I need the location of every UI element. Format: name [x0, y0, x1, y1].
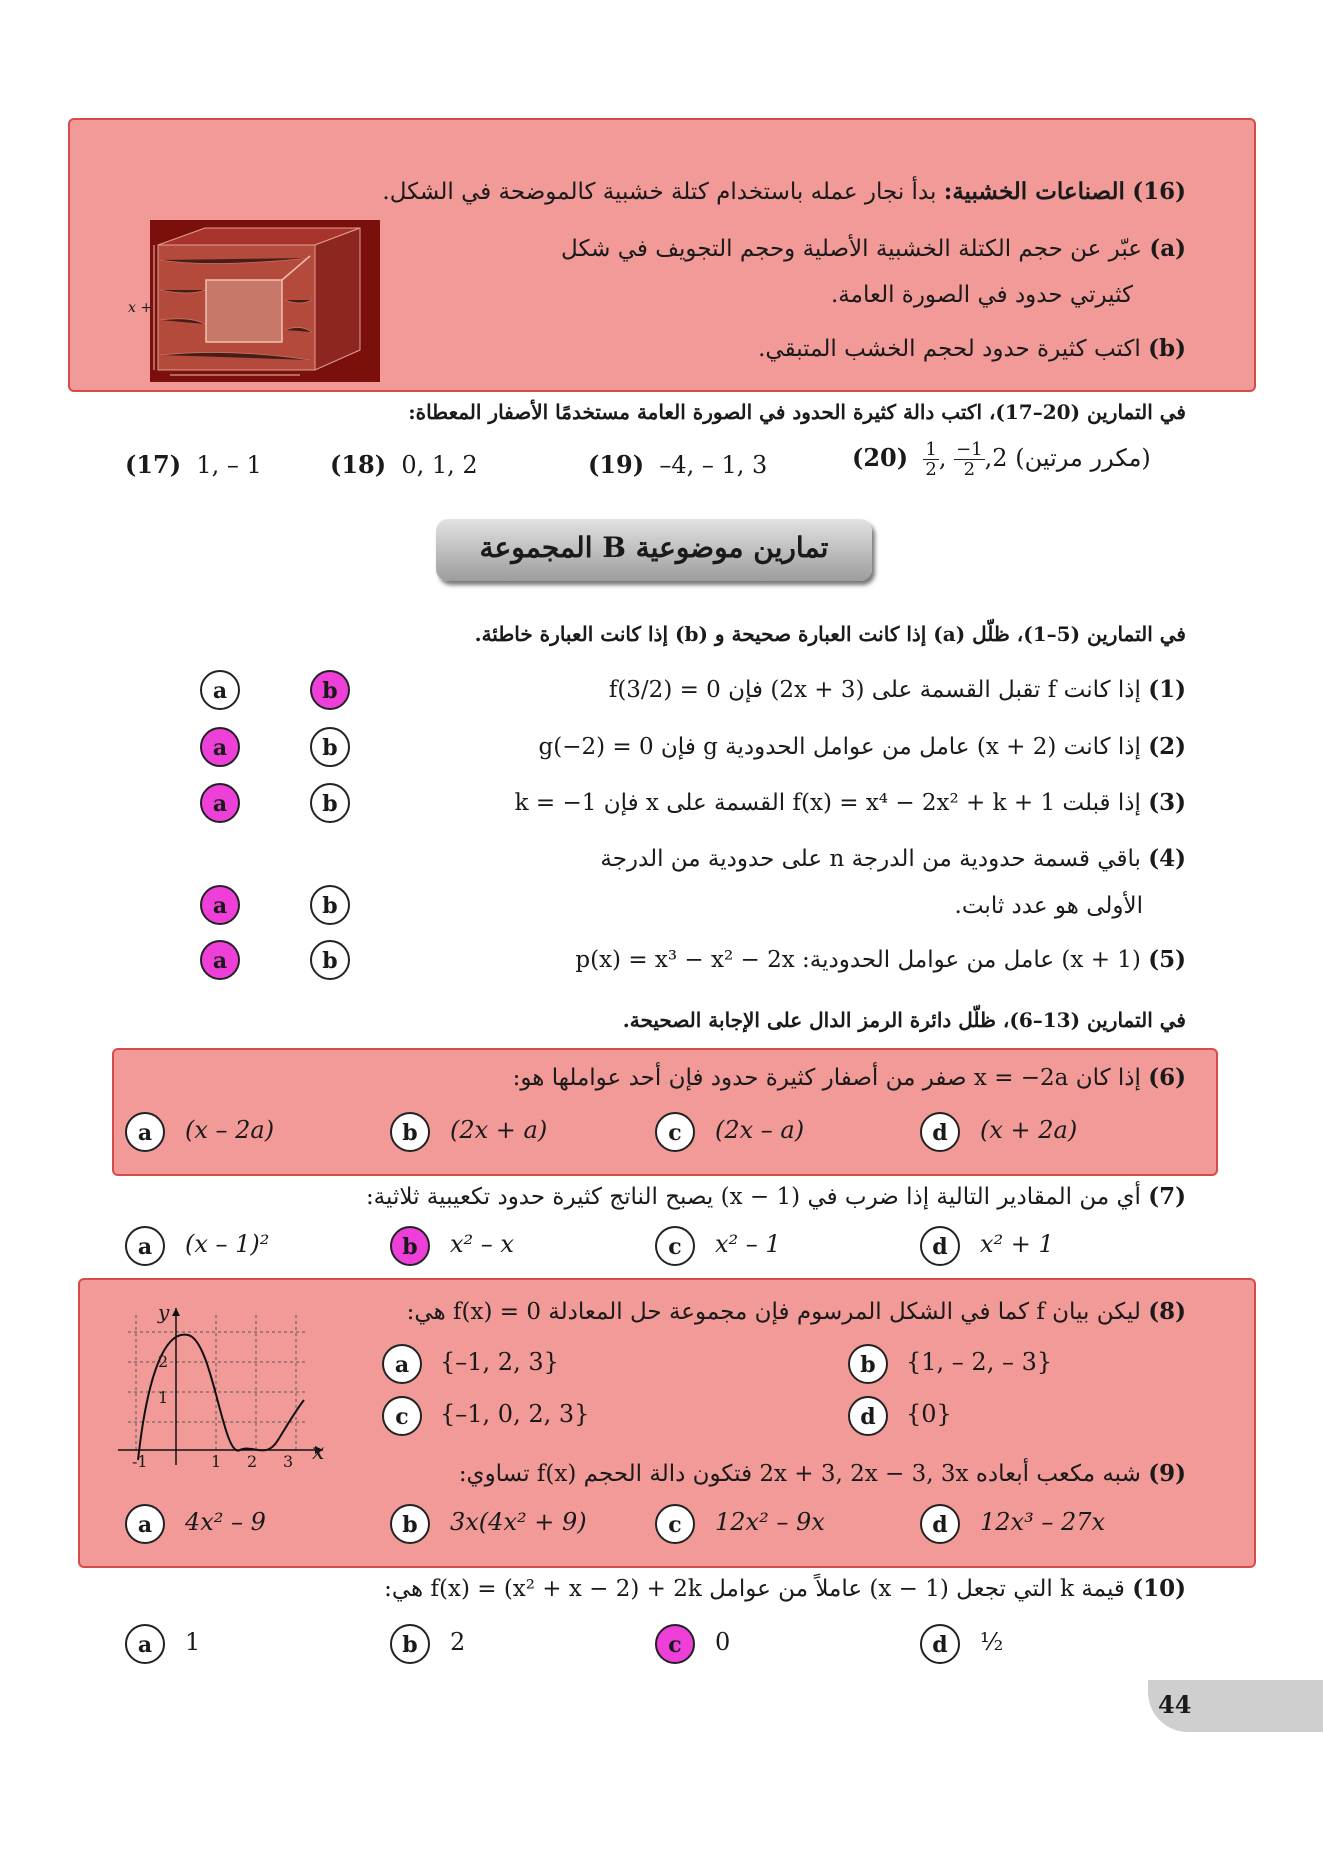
q10-option-d[interactable]: d — [920, 1624, 960, 1664]
exercise-16a — [366, 235, 1186, 262]
exercise-20-tail: ,2 — [984, 444, 1008, 472]
q9-number: (9) — [1148, 1460, 1186, 1487]
q10-value-c: 0 — [715, 1628, 731, 1656]
tf-2-option-a[interactable]: a — [200, 727, 240, 767]
instruction-1-5: في التمارين (5–1)، ظلّل (a) إذا كانت العبارة صحيحة و (b) إذا كانت العبارة خاطئة. — [474, 622, 1186, 646]
q10-value-a: 1 — [185, 1628, 201, 1656]
q7-value-a: (x – 1)² — [185, 1230, 270, 1258]
question-6 — [286, 1064, 1186, 1091]
q7-value-b: x² – x — [450, 1230, 514, 1258]
q7-text: أي من المقادير التالية إذا ضرب في (1 − x) يصبح الناتج كثيرة حدود تكعيبية ثلاثية: — [365, 1184, 1141, 1210]
exercise-16-header — [286, 178, 1186, 205]
fraction-half-den: 2 — [925, 459, 937, 480]
q6-number: (6) — [1148, 1064, 1186, 1091]
page-number-tab — [1148, 1680, 1323, 1732]
section-b-title: المجموعة B تمارين موضوعية — [479, 531, 829, 564]
exercise-16b-label: (b) — [1148, 335, 1186, 362]
tf-3-text: إذا قبلت f(x) = x⁴ − 2x² + k + 1 القسمة على x فإن k = −1 — [514, 790, 1141, 816]
exercise-20-number: (20) — [852, 443, 909, 472]
exercise-20-note: (مكرر مرتين) — [1015, 444, 1151, 472]
q10-value-d: ½ — [980, 1628, 1004, 1656]
tf-2-text: إذا كانت (x + 2) عامل من عوامل الحدودية g فإن g(−2) = 0 — [538, 734, 1141, 760]
instruction-17-20: في التمارين (20–17)، اكتب دالة كثيرة الحدود في الصورة العامة مستخدمًا الأصفار المعطاة: — [408, 400, 1186, 424]
q9-value-b: 3x(4x² + 9) — [450, 1508, 587, 1536]
q7-value-c: x² – 1 — [715, 1230, 781, 1258]
q10-number: (10) — [1132, 1575, 1186, 1602]
q6-option-d[interactable]: d — [920, 1112, 960, 1152]
tf-1-text: إذا كانت f تقبل القسمة على (2x + 3) فإن f(3/2) = 0 — [608, 677, 1141, 703]
tf-item-1 — [386, 676, 1186, 703]
exercise-16b — [366, 335, 1186, 362]
tf-item-3 — [386, 789, 1186, 816]
q6-option-b[interactable]: b — [390, 1112, 430, 1152]
q8-option-b[interactable]: b — [848, 1344, 888, 1384]
question-10 — [86, 1575, 1186, 1602]
q9-value-a: 4x² – 9 — [185, 1508, 266, 1536]
q8-graph-x-label: x — [312, 1440, 325, 1465]
q9-value-c: 12x² – 9x — [715, 1508, 825, 1536]
q10-value-b: 2 — [450, 1628, 466, 1656]
q9-text: شبه مكعب أبعاده 2x + 3, 2x − 3, 3x فتكون دالة الحجم f(x) تساوي: — [458, 1461, 1141, 1487]
tf-1-option-b[interactable]: b — [310, 670, 350, 710]
tf-2-number: (2) — [1148, 733, 1186, 760]
tf-5-option-a[interactable]: a — [200, 940, 240, 980]
tf-item-4-line2: الأولى هو عدد ثابت. — [954, 893, 1143, 919]
q8-value-d: {0} — [906, 1400, 952, 1428]
q9-option-a[interactable]: a — [125, 1504, 165, 1544]
exercise-18-number: (18) — [330, 450, 387, 479]
tf-4-number: (4) — [1148, 845, 1186, 872]
q8-value-b: {1, – 2, – 3} — [906, 1348, 1053, 1376]
exercise-16a-label: (a) — [1149, 235, 1186, 262]
q8-text: ليكن بيان f كما في الشكل المرسوم فإن مجموعة حل المعادلة f(x) = 0 هي: — [406, 1299, 1141, 1325]
q8-value-a: {–1, 2, 3} — [440, 1348, 559, 1376]
tf-5-option-b[interactable]: b — [310, 940, 350, 980]
exercise-16-number: (16) — [1132, 178, 1186, 205]
q8-option-a[interactable]: a — [382, 1344, 422, 1384]
exercise-16b-text: اكتب كثيرة حدود لحجم الخشب المتبقي. — [758, 336, 1141, 362]
q9-option-d[interactable]: d — [920, 1504, 960, 1544]
q6-option-c[interactable]: c — [655, 1112, 695, 1152]
exercise-19-number: (19) — [588, 450, 645, 479]
q6-text: إذا كان x = −2a صفر من أصفار كثيرة حدود فإن أحد عواملها هو: — [512, 1065, 1141, 1091]
q8-value-c: {–1, 0, 2, 3} — [440, 1400, 590, 1428]
q9-option-b[interactable]: b — [390, 1504, 430, 1544]
q8-graph-tick-y2: 2 — [158, 1352, 169, 1371]
exercise-19 — [588, 450, 767, 479]
question-9 — [326, 1460, 1186, 1487]
exercise-17 — [125, 450, 262, 479]
tf-5-text: (x + 1) عامل من عوامل الحدودية: p(x) = x³ − x² − 2x — [575, 947, 1141, 973]
page-number: 44 — [1158, 1690, 1192, 1719]
exercise-16a-line2: كثيرتي حدود في الصورة العامة. — [831, 282, 1133, 308]
wood-block-figure — [150, 220, 380, 382]
fraction-neg-half-den: 2 — [963, 459, 976, 480]
tf-3-option-b[interactable]: b — [310, 783, 350, 823]
tf-4-option-b[interactable]: b — [310, 885, 350, 925]
q6-option-a[interactable]: a — [125, 1112, 165, 1152]
tf-1-number: (1) — [1148, 676, 1186, 703]
q8-graph-tick-x3: 3 — [283, 1452, 294, 1471]
tf-2-option-b[interactable]: b — [310, 727, 350, 767]
tf-4-text: باقي قسمة حدودية من الدرجة n على حدودية من الدرجة — [600, 846, 1141, 872]
q8-option-c[interactable]: c — [382, 1396, 422, 1436]
question-8 — [326, 1298, 1186, 1325]
q7-option-b[interactable]: b — [390, 1226, 430, 1266]
exercise-20: (20) $\frac{1}{2}$ , $\frac{-1}{2}$ ,2 (مكرر مرتين) — [852, 439, 1151, 480]
q8-graph-tick-x1: 1 — [211, 1452, 222, 1471]
tf-3-option-a[interactable]: a — [200, 783, 240, 823]
q8-number: (8) — [1148, 1298, 1186, 1325]
tf-item-2 — [386, 733, 1186, 760]
exercise-16a-line1: عبّر عن حجم الكتلة الخشبية الأصلية وحجم التجويف في شكل — [561, 236, 1142, 262]
q9-option-c[interactable]: c — [655, 1504, 695, 1544]
q7-number: (7) — [1148, 1183, 1186, 1210]
exercise-19-zeros: –4, – 1, 3 — [659, 451, 768, 479]
q8-graph-y-label: y — [158, 1300, 170, 1324]
exercise-17-number: (17) — [125, 450, 182, 479]
exercise-18-zeros: 0, 1, 2 — [401, 451, 478, 479]
q8-graph-tick-y1: 1 — [158, 1388, 169, 1407]
q6-value-a: (x – 2a) — [185, 1116, 275, 1144]
q10-option-b[interactable]: b — [390, 1624, 430, 1664]
q8-option-d[interactable]: d — [848, 1396, 888, 1436]
exercise-18 — [330, 450, 478, 479]
tf-5-number: (5) — [1148, 946, 1186, 973]
tf-4-option-a[interactable]: a — [200, 885, 240, 925]
tf-3-number: (3) — [1148, 789, 1186, 816]
tf-item-5 — [386, 946, 1186, 973]
q7-option-c[interactable]: c — [655, 1226, 695, 1266]
exercise-17-zeros: 1, – 1 — [196, 451, 262, 479]
exercise-16-text: بدأ نجار عمله باستخدام كتلة خشبية كالموضحة في الشكل. — [382, 179, 937, 205]
q10-option-a[interactable]: a — [125, 1624, 165, 1664]
q8-graph-tick-x2: 2 — [247, 1452, 258, 1471]
q10-option-c[interactable]: c — [655, 1624, 695, 1664]
wood-figure-label: x + — [128, 300, 153, 316]
q6-value-b: (2x + a) — [450, 1116, 548, 1144]
fraction-half — [923, 440, 938, 479]
section-b-banner — [436, 519, 872, 581]
tf-1-option-a[interactable]: a — [200, 670, 240, 710]
fraction-neg-half — [954, 440, 985, 479]
question-7 — [86, 1183, 1186, 1210]
q7-option-d[interactable]: d — [920, 1226, 960, 1266]
q9-value-d: 12x³ – 27x — [980, 1508, 1106, 1536]
fraction-neg-half-num: −1 — [956, 439, 983, 460]
q8-graph — [108, 1300, 338, 1470]
q7-value-d: x² + 1 — [980, 1230, 1054, 1258]
fraction-half-num: 1 — [925, 439, 937, 460]
q6-value-c: (2x – a) — [715, 1116, 805, 1144]
q7-option-a[interactable]: a — [125, 1226, 165, 1266]
q10-text: قيمة k التي تجعل (x − 1) عاملاً من عوامل f(x) = (x² + x − 2) + 2k هي: — [384, 1576, 1125, 1602]
instruction-6-13: في التمارين (13–6)، ظلّل دائرة الرمز الدال على الإجابة الصحيحة. — [622, 1008, 1186, 1032]
q8-graph-tick-xm1: -1 — [132, 1452, 148, 1471]
q6-value-d: (x + 2a) — [980, 1116, 1078, 1144]
tf-item-4 — [386, 845, 1186, 872]
exercise-16-title: الصناعات الخشبية: — [943, 178, 1125, 205]
